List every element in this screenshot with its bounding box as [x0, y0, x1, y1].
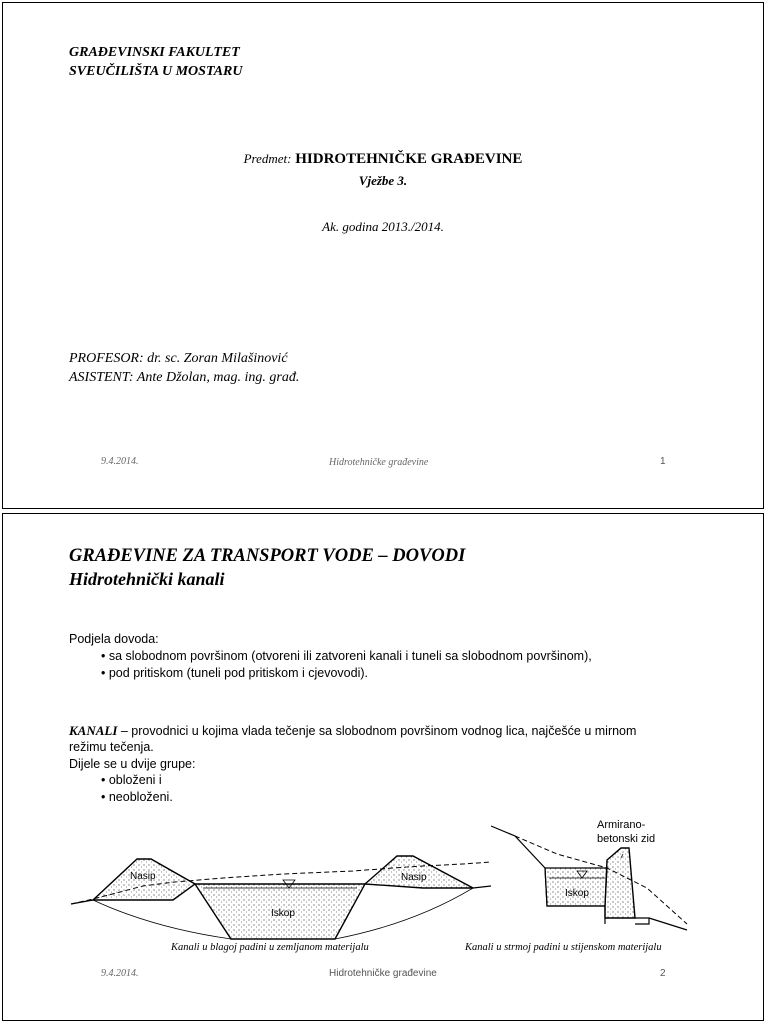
division-item-1: • sa slobodnom površinom (otvoreni ili zatvoreni kanali i tuneli sa slobodnom površinom), [101, 649, 592, 663]
kanali-definition-text: – provodnici u kojima vlada tečenje sa slobodnom površinom vodnog lica, najčešće u mirnom [117, 724, 637, 738]
label-wall-line-1: Armirano- [597, 819, 646, 831]
footer-date-2: 9.4.2014. [101, 968, 139, 979]
professor-line: PROFESOR: dr. sc. Zoran Milašinović [69, 351, 288, 366]
footer-page-number-2: 2 [660, 968, 666, 979]
footer-date: 9.4.2014. [101, 456, 139, 467]
exercise-number: Vježbe 3. [358, 173, 408, 188]
figure-1-caption: Kanali u blagoj padini u zemljanom materijalu [171, 942, 369, 953]
faculty-line-2: SVEUČILIŠTA U MOSTARU [69, 64, 243, 79]
label-nasip-right: Nasip [401, 872, 427, 883]
slide-1 [2, 2, 764, 509]
ground-left [71, 900, 93, 904]
division-heading: Podjela dovoda: [69, 632, 159, 646]
group-item-1: • obloženi i [101, 773, 162, 787]
reinforced-concrete-wall [605, 848, 635, 918]
subject-label: Predmet: [243, 151, 292, 166]
canal-steep-slope-diagram [487, 806, 697, 936]
slide-2 [2, 513, 764, 1021]
kanali-term: KANALI [69, 723, 118, 738]
footer-page-number: 1 [660, 456, 666, 467]
academic-year: Ak. godina 2013./2014. [322, 219, 444, 234]
slide-title-line-2: Hidrotehnički kanali [69, 569, 225, 589]
footer-course: Hidrotehničke građevine [329, 457, 429, 468]
division-item-2: • pod pritiskom (tuneli pod pritiskom i cjevovodi). [101, 666, 368, 680]
label-iskop-1: Iskop [271, 908, 295, 919]
ground-downslope [649, 918, 687, 930]
label-wall-line-2: betonski zid [597, 833, 656, 845]
footer-course-2: Hidrotehničke građevine [329, 968, 437, 979]
assistant-line: ASISTENT: Ante Džolan, mag. ing. građ. [69, 370, 300, 385]
kanali-definition-line-2: režimu tečenja. [69, 740, 154, 754]
kanali-definition [69, 723, 636, 739]
canal-gentle-slope-diagram [63, 844, 498, 949]
subject-line [3, 151, 763, 168]
groups-heading: Dijele se u dvije grupe: [69, 757, 196, 771]
group-item-2: • neobloženi. [101, 790, 173, 804]
slide-title-line-1: GRAĐEVINE ZA TRANSPORT VODE – DOVODI [69, 546, 466, 566]
label-iskop-2: Iskop [565, 888, 589, 899]
figure-2-caption: Kanali u strmoj padini u stijenskom materijalu [465, 942, 662, 953]
subject-name: HIDROTEHNIČKE GRAĐEVINE [295, 151, 523, 167]
rock-excavation [545, 868, 607, 906]
wall-footing [635, 918, 649, 924]
faculty-line-1: GRAĐEVINSKI FAKULTET [69, 45, 240, 60]
label-nasip-left: Nasip [130, 871, 156, 882]
